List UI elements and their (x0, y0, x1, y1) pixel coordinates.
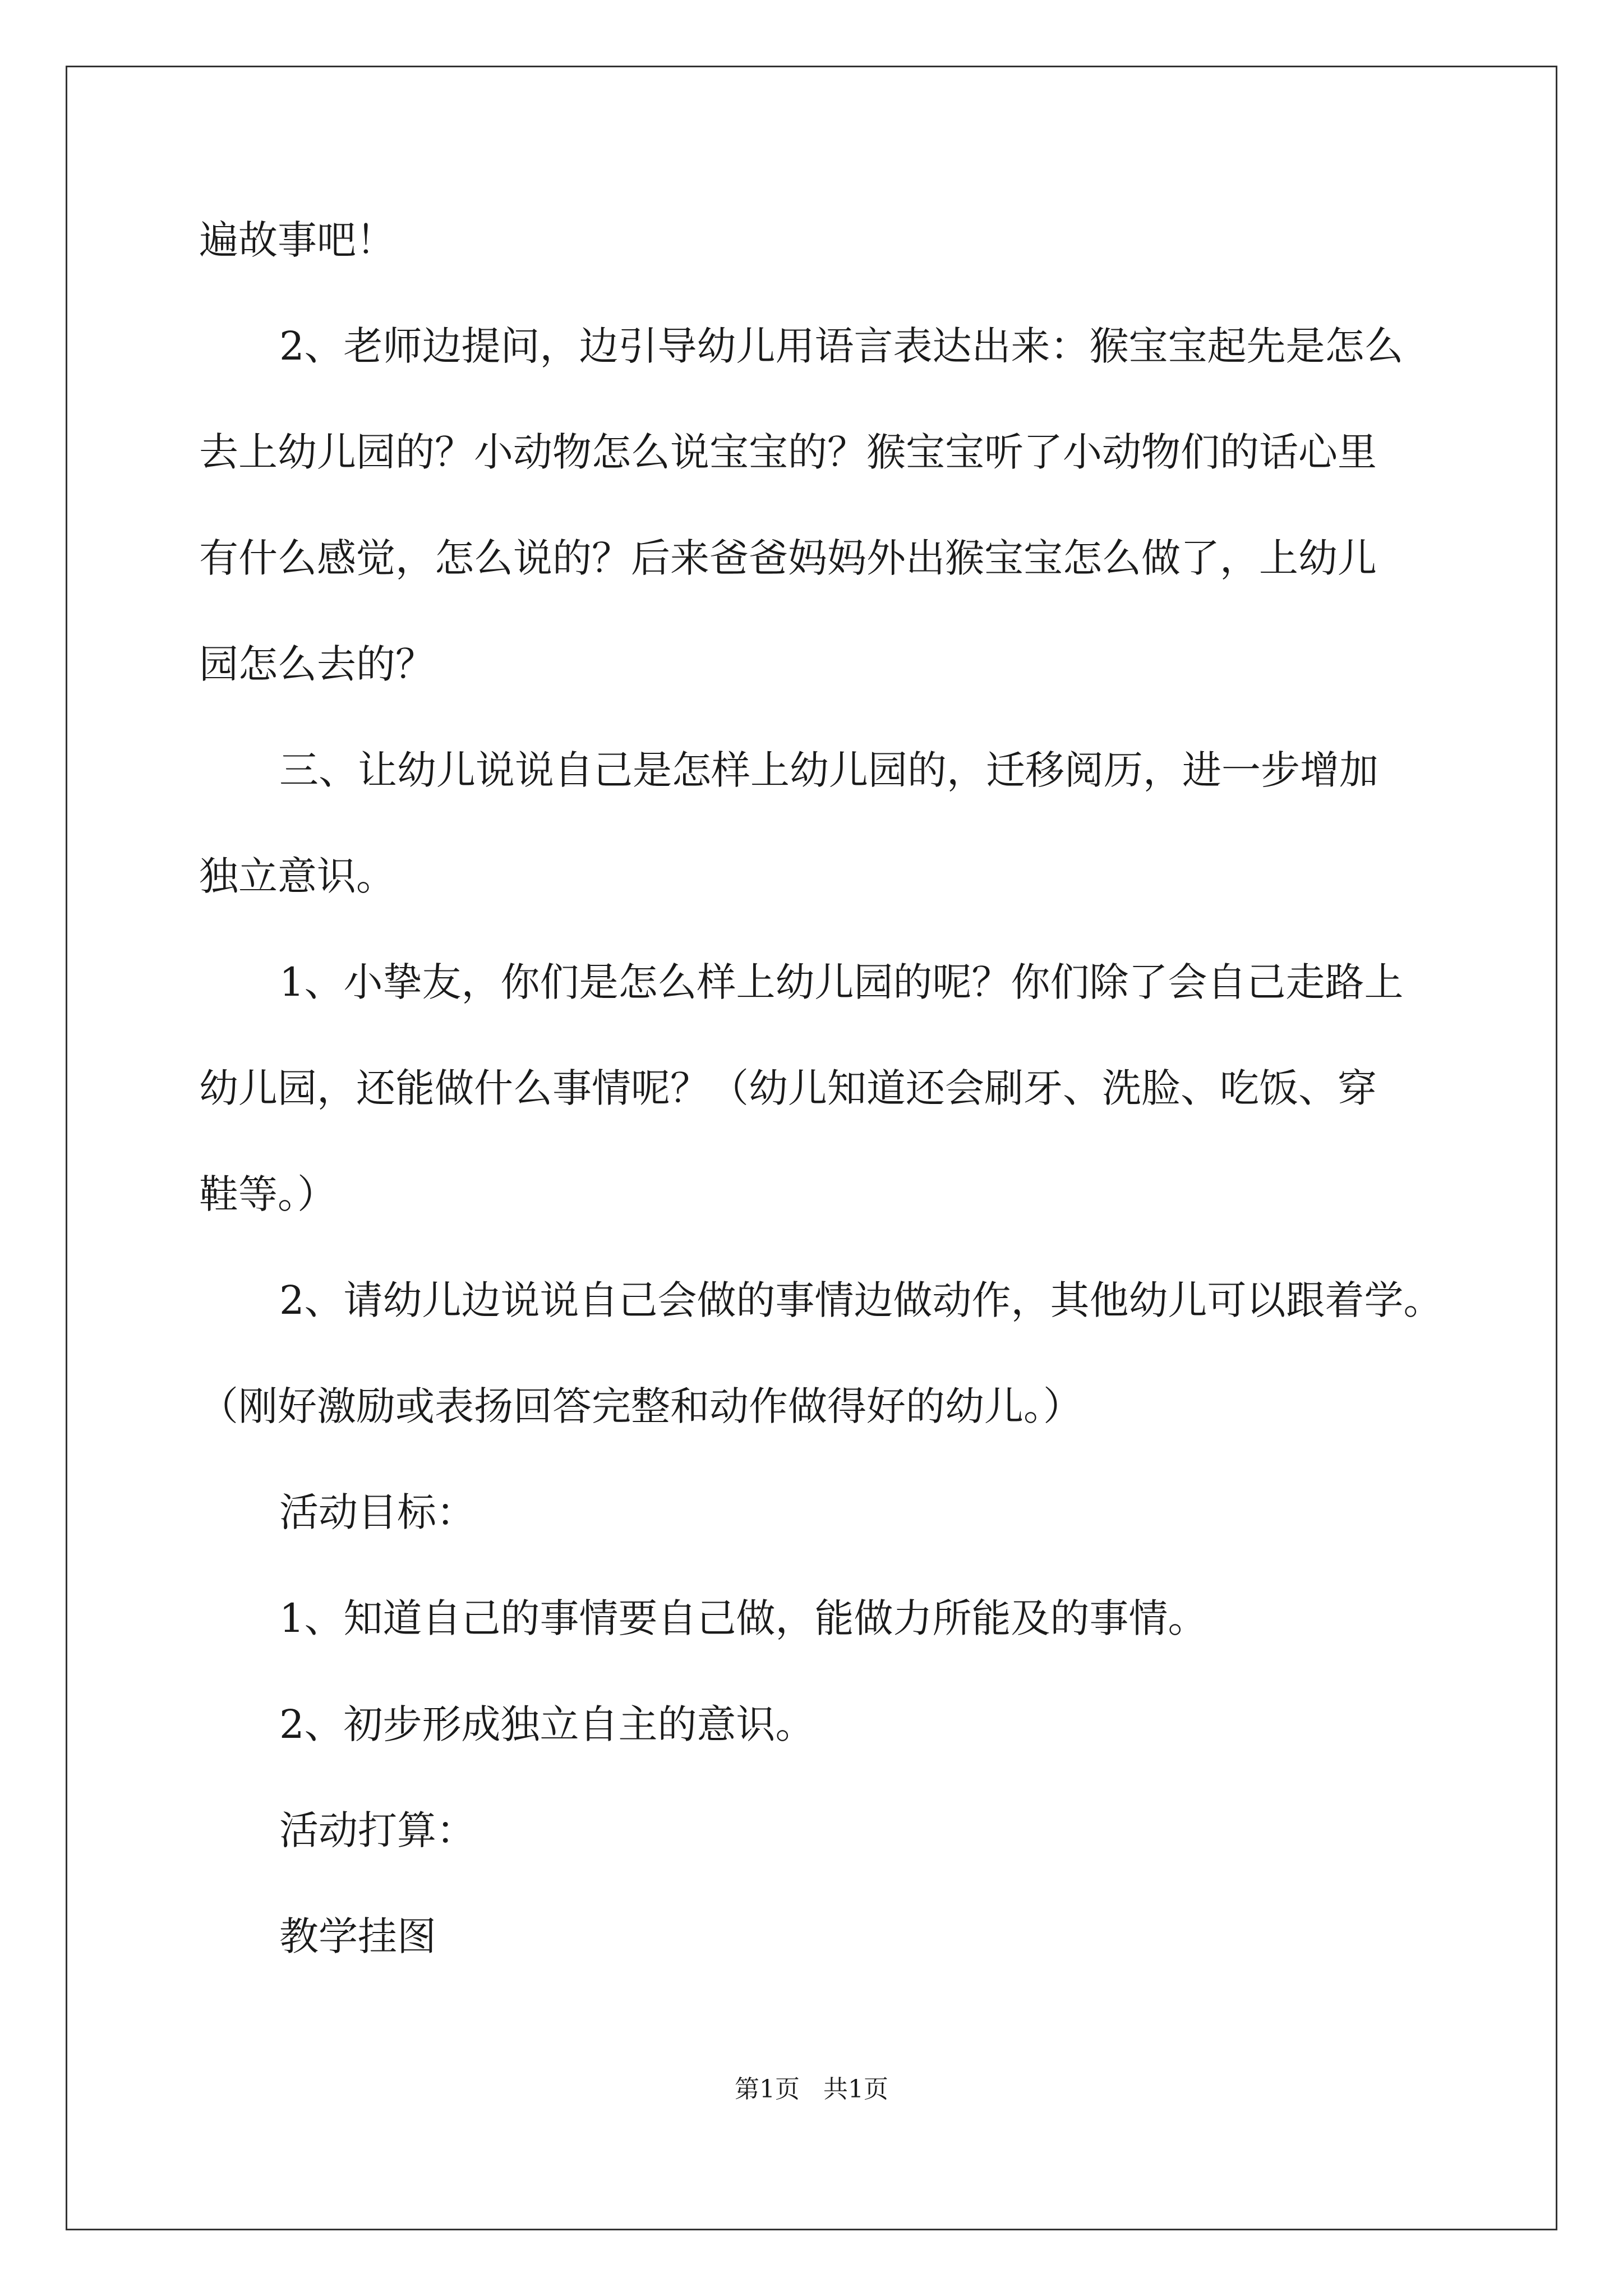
paragraph-line: 1、小挚友，你们是怎么样上幼儿园的呢？你们除了会自己走路上 (279, 959, 1404, 1005)
paragraph-line: 教学挂图 (279, 1913, 436, 1959)
text-line: 有什么感觉，怎么说的？后来爸爸妈妈外出猴宝宝怎么做了，上幼儿 (199, 535, 1377, 581)
section-heading: 活动打算： (279, 1807, 476, 1853)
text-line: 去上幼儿园的？小动物怎么说宝宝的？猴宝宝听了小动物们的话心里 (199, 429, 1377, 475)
text-line: （刚好激励或表扬回答完整和动作做得好的幼儿。） (199, 1383, 1082, 1429)
text-line: 遍故事吧！ (199, 217, 395, 263)
paragraph-line: 2、老师边提问，边引导幼儿用语言表达出来：猴宝宝起先是怎么 (279, 323, 1404, 369)
section-heading: 活动目标： (279, 1489, 476, 1535)
text-line: 鞋等。） (199, 1171, 336, 1217)
text-line: 独立意识。 (199, 853, 395, 899)
paragraph-line: 2、请幼儿边说说自己会做的事情边做动作，其他幼儿可以跟着学。 (279, 1277, 1443, 1323)
text-line: 园怎么去的？ (199, 641, 435, 687)
paragraph-line: 三、让幼儿说说自己是怎样上幼儿园的，迁移阅历，进一步增加 (279, 747, 1378, 793)
page-number-footer: 第1页 共1页 (735, 2075, 888, 2104)
paragraph-line: 2、初步形成独立自主的意识。 (279, 1701, 815, 1747)
paragraph-line: 1、知道自己的事情要自己做，能做力所能及的事情。 (279, 1595, 1207, 1641)
page-frame (66, 66, 1557, 2230)
text-line: 幼儿园，还能做什么事情呢？（幼儿知道还会刷牙、洗脸、吃饭、穿 (199, 1065, 1377, 1111)
